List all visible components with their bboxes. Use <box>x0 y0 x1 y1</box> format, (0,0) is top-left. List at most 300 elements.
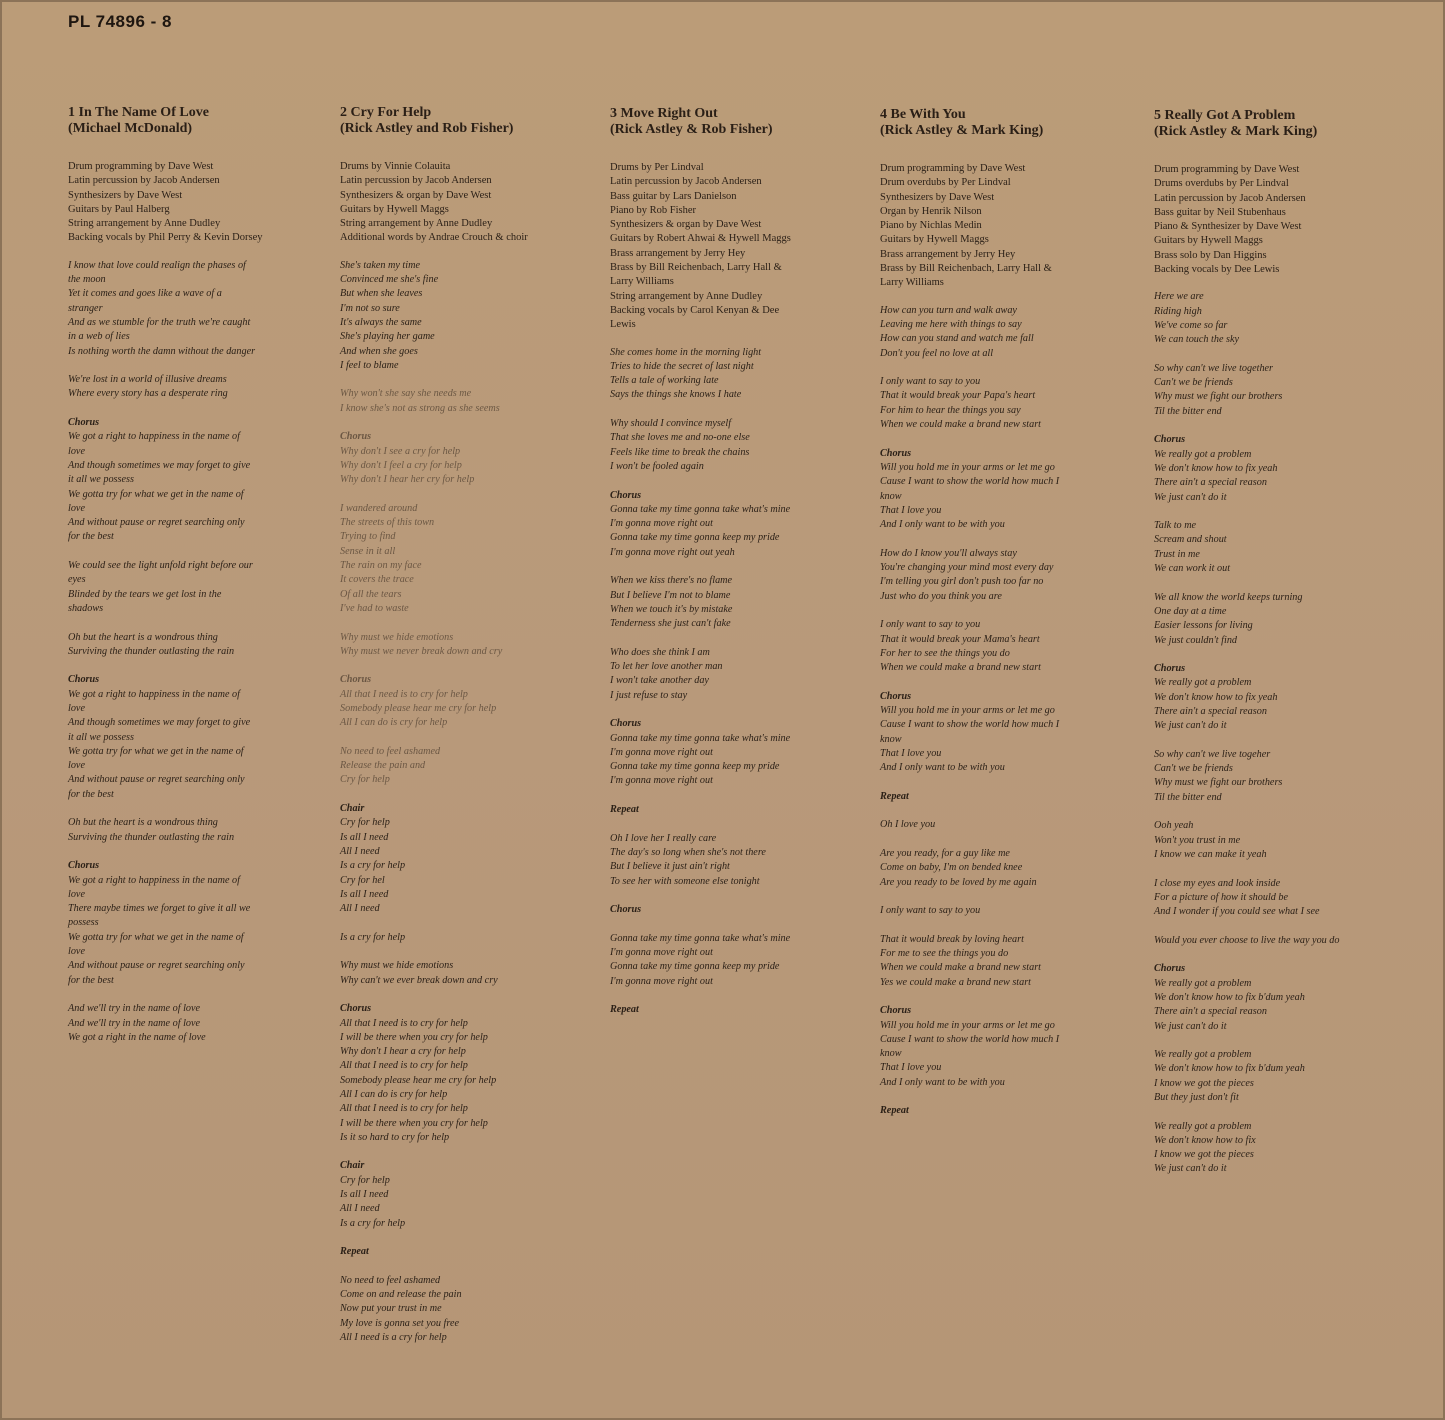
lyric-line: And without pause or regret searching only <box>68 517 245 529</box>
lyric-line: I know we got the pieces <box>1154 1149 1254 1161</box>
lyric-line: I close my eyes and look inside <box>1154 877 1281 889</box>
lyric-line: I'm gonna move right out <box>610 947 713 959</box>
lyric-line: My love is gonna set you free <box>340 1317 460 1329</box>
credit-line: Lewis <box>610 319 636 331</box>
lyric-line: Oh but the heart is a wondrous thing <box>68 817 218 829</box>
lyric-line: Leaving me here with things to say <box>880 318 1022 330</box>
lyric-line: So why can't we live togeher <box>1154 748 1271 760</box>
lyric-line: But I believe it just ain't right <box>610 861 730 873</box>
song-credits <box>68 160 333 246</box>
song-writers: (Michael McDonald) <box>68 121 193 136</box>
lyric-line: There ain't a special reason <box>1154 1006 1267 1018</box>
credit-line: Drum programming by Dave West <box>68 161 214 172</box>
lyric-line: And we'll try in the name of love <box>68 1003 201 1015</box>
stanza-label: Chorus <box>880 1005 912 1017</box>
lyric-line: When we could make a brand new start <box>880 962 1041 974</box>
lyric-line: Blinded by the tears we get lost in the <box>68 588 222 600</box>
lyric-line: We don't know how to fix <box>1154 1134 1256 1146</box>
stanza <box>68 631 333 660</box>
stanza <box>880 933 1145 990</box>
stanza <box>340 1245 605 1259</box>
lyric-line: Til the bitter end <box>1154 405 1222 417</box>
lyric-line: All I can do is cry for help <box>340 717 448 729</box>
song-credits <box>610 161 875 333</box>
stanza <box>880 1004 1145 1090</box>
stanza <box>1154 1048 1384 1105</box>
lyric-line: We don't know how to fix yeah <box>1154 691 1278 703</box>
lyric-line: So why can't we live together <box>1154 362 1274 374</box>
lyric-line: We just can't do it <box>1154 720 1227 732</box>
lyric-line: Why must we hide emotions <box>340 631 454 643</box>
lyric-line: stranger <box>68 302 103 314</box>
credit-line: Drum programming by Dave West <box>880 163 1026 174</box>
lyric-line: I've had to waste <box>340 602 409 614</box>
lyric-line: Come on and release the pain <box>340 1289 462 1301</box>
stanza <box>1154 433 1384 504</box>
lyric-line: Can't we be friends <box>1154 763 1233 775</box>
song-lyrics <box>68 259 333 1045</box>
stanza <box>610 489 875 560</box>
lyric-line: She's playing her game <box>340 331 435 343</box>
stanza <box>1154 290 1384 347</box>
lyric-line: Why don't I hear a cry for help <box>340 1046 466 1058</box>
stanza <box>340 430 605 487</box>
lyric-line: Is a cry for help <box>340 860 406 872</box>
lyric-line: Why must we fight our brothers <box>1154 777 1283 789</box>
lyric-line: We gotta try for what we get in the name of <box>68 488 244 500</box>
lyric-line: All that I need is to cry for help <box>340 1060 468 1072</box>
lyric-line: We really got a problem <box>1154 977 1252 989</box>
credit-line: Drums by Vinnie Colauita <box>340 161 451 172</box>
lyric-line: Somebody please hear me cry for help <box>340 702 497 714</box>
lyric-line: the moon <box>68 274 106 286</box>
stanza-label: Chorus <box>68 674 100 686</box>
lyric-line: All I can do is cry for help <box>340 1089 448 1100</box>
lyric-line: We just can't do it <box>1154 1020 1227 1032</box>
lyric-line: There ain't a special reason <box>1154 705 1267 717</box>
lyric-line: love <box>68 445 85 457</box>
lyric-line: Sense in it all <box>340 545 396 557</box>
stanza <box>340 959 605 988</box>
stanza <box>880 690 1145 776</box>
lyric-line: Are you ready to be loved by me again <box>880 876 1037 888</box>
song-writers: (Rick Astley and Rob Fisher) <box>340 121 514 136</box>
lyric-line: for the best <box>68 974 114 986</box>
lyric-line: Cause I want to show the world how much I <box>880 719 1060 731</box>
lyric-line: Will you hold me in your arms or let me go <box>880 461 1055 473</box>
song-lyrics <box>610 346 875 1018</box>
stanza-label: Chorus <box>340 674 372 686</box>
lyric-line: For her to see the things you do <box>880 647 1010 659</box>
stanza <box>880 790 1145 804</box>
song-title: 4 Be With You <box>880 107 966 122</box>
lyric-line: love <box>68 702 85 714</box>
lyric-line: Why should I convince myself <box>610 418 732 430</box>
stanza-label: Chorus <box>880 447 912 459</box>
credit-line: Guitars by Paul Halberg <box>68 203 170 215</box>
lyric-line: Is a cry for help <box>340 931 406 943</box>
lyric-line: Says the things she knows I hate <box>610 389 742 401</box>
credit-line: Brass solo by Dan Higgins <box>1154 249 1267 261</box>
lyric-line: It covers the trace <box>340 574 414 586</box>
lyric-line: Yes we could make a brand new start <box>880 976 1032 988</box>
lyric-line: How do I know you'll always stay <box>880 547 1017 559</box>
lyric-line: Gonna take my time gonna keep my pride <box>610 761 780 773</box>
lyric-line: How can you turn and walk away <box>880 304 1017 316</box>
lyric-line: I won't take another day <box>610 675 709 687</box>
lyric-line: Riding high <box>1154 305 1202 317</box>
lyric-line: Why don't I see a cry for help <box>340 445 461 457</box>
lyric-line: Cause I want to show the world how much I <box>880 476 1060 488</box>
credit-line: Latin percussion by Jacob Andersen <box>68 175 220 187</box>
lyric-line: I will be there when you cry for help <box>340 1031 488 1043</box>
lyric-line: Gonna take my time gonna take what's mine <box>610 503 791 515</box>
lyric-line: All I need <box>340 845 380 857</box>
credit-line: Drum overdubs by Per Lindval <box>880 177 1011 189</box>
stanza <box>610 932 875 989</box>
lyric-line: Cry for hel <box>340 874 385 886</box>
credit-line: Backing vocals by Carol Kenyan & Dee <box>610 304 780 316</box>
lyric-line: Is all I need <box>340 888 389 900</box>
stanza <box>340 259 605 373</box>
lyric-line: Is it so hard to cry for help <box>340 1131 450 1143</box>
lyric-line: Ooh yeah <box>1154 820 1194 832</box>
lyric-line: We don't know how to fix yeah <box>1154 462 1278 474</box>
stanza <box>880 818 1145 832</box>
stanza <box>610 574 875 631</box>
stanza <box>1154 819 1384 862</box>
lyric-line: Trust in me <box>1154 548 1200 560</box>
lyric-line: We all know the world keeps turning <box>1154 591 1303 603</box>
lyric-line: Will you hold me in your arms or let me go <box>880 704 1055 716</box>
stanza <box>880 847 1145 890</box>
lyric-line: She comes home in the morning light <box>610 346 762 358</box>
stanza <box>880 618 1145 675</box>
lyric-line: But when she leaves <box>340 288 423 300</box>
credit-line: Larry Williams <box>610 276 674 288</box>
stanza-label: Chair <box>340 1160 365 1172</box>
lyric-line: We really got a problem <box>1154 677 1252 689</box>
lyric-line: How can you stand and watch me fall <box>880 333 1034 345</box>
lyric-line: And without pause or regret searching only <box>68 774 245 786</box>
lyric-line: Oh I love you <box>880 819 936 831</box>
lyric-line: We really got a problem <box>1154 448 1252 460</box>
stanza <box>340 387 605 416</box>
credit-line: Additional words by Andrae Crouch & choir <box>340 232 528 244</box>
lyric-line: Trying to find <box>340 531 396 543</box>
stanza-label: Chorus <box>610 718 642 730</box>
lyric-line: There ain't a special reason <box>1154 477 1267 489</box>
lyric-line: Convinced me she's fine <box>340 274 439 286</box>
stanza <box>610 1003 875 1017</box>
lyric-line: We can work it out <box>1154 563 1231 575</box>
stanza <box>880 547 1145 604</box>
lyric-line: I know we can make it yeah <box>1154 848 1267 860</box>
song-title: 2 Cry For Help <box>340 105 432 120</box>
lyric-line: I wandered around <box>340 502 418 514</box>
song-lyrics <box>1154 290 1384 1176</box>
lyric-line: Talk to me <box>1154 520 1197 532</box>
credit-line: Backing vocals by Phil Perry & Kevin Dorsey <box>68 232 263 244</box>
song-column-5 <box>1154 108 1384 1191</box>
lyric-line: We've come so far <box>1154 319 1228 331</box>
credit-line: Synthesizers & organ by Dave West <box>610 219 762 231</box>
lyric-line: Is nothing worth the damn without the danger <box>68 345 256 357</box>
lyric-line: That I love you <box>880 504 942 516</box>
lyric-line: To see her with someone else tonight <box>610 875 760 887</box>
lyric-line: Are you ready, for a guy like me <box>880 847 1010 859</box>
stanza <box>880 904 1145 918</box>
credit-line: String arrangement by Anne Dudley <box>68 218 221 230</box>
lyric-line: When we kiss there's no flame <box>610 575 733 587</box>
stanza <box>1154 1120 1384 1177</box>
credit-line: Bass guitar by Lars Danielson <box>610 190 737 202</box>
lyric-line: Will you hold me in your arms or let me go <box>880 1019 1055 1031</box>
stanza <box>68 673 333 802</box>
song-column-3 <box>610 106 875 1032</box>
stanza-label: Chorus <box>340 431 372 443</box>
stanza <box>1154 748 1384 805</box>
stanza <box>1154 519 1384 576</box>
lyric-line: And though sometimes we may forget to give <box>68 459 251 471</box>
song-lyrics <box>340 259 605 1346</box>
stanza-label: Chorus <box>340 1003 372 1015</box>
lyric-line: That I love you <box>880 1062 942 1074</box>
lyric-line: I feel to blame <box>340 359 399 371</box>
catalog-number: PL 74896 - 8 <box>68 12 172 31</box>
lyric-line: I will be there when you cry for help <box>340 1117 488 1129</box>
lyric-line: Is all I need <box>340 1189 389 1201</box>
stanza <box>880 304 1145 361</box>
lyric-line: Oh I love her I really care <box>610 832 717 844</box>
credit-line: Brass by Bill Reichenbach, Larry Hall & <box>880 263 1052 275</box>
lyric-line: The day's so long when she's not there <box>610 846 766 858</box>
stanza <box>1154 934 1384 948</box>
credit-line: Synthesizers by Dave West <box>880 191 995 203</box>
lyric-line: I'm gonna move right out <box>610 975 713 987</box>
lyric-line: I'm gonna move right out <box>610 775 713 787</box>
stanza-label: Repeat <box>880 1105 909 1117</box>
lyric-line: I just refuse to stay <box>610 689 688 701</box>
lyric-line: It's always the same <box>340 316 422 328</box>
lyric-line: We gotta try for what we get in the name of <box>68 745 244 757</box>
lyric-line: All I need <box>340 903 380 915</box>
lyric-line: Now put your trust in me <box>340 1303 442 1315</box>
lyric-line: And though sometimes we may forget to give <box>68 717 251 729</box>
song-lyrics <box>880 304 1145 1119</box>
lyric-line: in a web of lies <box>68 331 130 343</box>
stanza <box>880 447 1145 533</box>
lyric-line: All I need is a cry for help <box>340 1332 447 1344</box>
lyric-line: know <box>880 733 902 745</box>
stanza-label: Repeat <box>340 1246 369 1258</box>
credit-line: Piano by Rob Fisher <box>610 204 697 216</box>
song-credits <box>880 162 1145 291</box>
stanza <box>68 259 333 359</box>
credit-line: Latin percussion by Jacob Andersen <box>1154 192 1306 204</box>
stanza <box>340 1159 605 1230</box>
lyric-line: love <box>68 760 85 772</box>
lyric-line: Somebody please hear me cry for help <box>340 1074 497 1086</box>
stanza <box>880 1104 1145 1118</box>
lyric-line: And I wonder if you could see what I see <box>1154 906 1320 918</box>
lyric-line: All that I need is to cry for help <box>340 1017 468 1029</box>
lyric-line: We don't know how to fix b'dum yeah <box>1154 1063 1305 1075</box>
lyric-line: We gotta try for what we get in the name of <box>68 931 244 943</box>
lyric-line: I'm gonna move right out <box>610 746 713 758</box>
lyric-line: That it would break by loving heart <box>880 933 1024 945</box>
lyric-line: love <box>68 888 85 900</box>
stanza-label: Chorus <box>610 904 642 916</box>
stanza <box>68 1002 333 1045</box>
lyric-line: Gonna take my time gonna take what's mine <box>610 732 791 744</box>
lyric-line: Gonna take my time gonna keep my pride <box>610 532 780 544</box>
lyric-line: But they just don't fit <box>1154 1092 1239 1103</box>
credit-line: String arrangement by Anne Dudley <box>610 290 763 302</box>
credit-line: Brass by Bill Reichenbach, Larry Hall & <box>610 262 782 274</box>
lyric-line: Don't you feel no love at all <box>880 347 994 359</box>
lyric-line: And when she goes <box>340 345 418 357</box>
lyric-line: That it would break your Papa's heart <box>880 390 1036 402</box>
lyric-line: All I need <box>340 1203 380 1215</box>
song-credits <box>340 160 605 246</box>
lyric-line: I'm gonna move right out <box>610 518 713 530</box>
lyric-line: But I believe I'm not to blame <box>610 589 731 601</box>
lyric-line: We can touch the sky <box>1154 334 1240 346</box>
lyric-line: No need to feel ashamed <box>340 745 441 757</box>
lyric-line: know <box>880 490 902 502</box>
lyric-line: And I only want to be with you <box>880 519 1005 531</box>
lyric-line: for the best <box>68 531 114 543</box>
lyric-line: We really got a problem <box>1154 1049 1252 1061</box>
lyric-line: For him to hear the things you say <box>880 404 1021 416</box>
lyric-line: And I only want to be with you <box>880 1076 1005 1088</box>
stanza <box>1154 362 1384 419</box>
credit-line: Guitars by Robert Ahwai & Hywell Maggs <box>610 233 791 245</box>
stanza <box>340 931 605 945</box>
lyric-line: Oh but the heart is a wondrous thing <box>68 631 218 643</box>
lyric-line: I'm gonna move right out yeah <box>610 546 735 558</box>
lyric-line: You're changing your mind most every day <box>880 562 1054 574</box>
lyric-line: All that I need is to cry for help <box>340 688 468 700</box>
lyric-line: We just couldn't find <box>1154 634 1238 646</box>
credit-line: Synthesizers by Dave West <box>68 189 183 201</box>
song-writers: (Rick Astley & Mark King) <box>880 123 1044 138</box>
lyric-line: One day at a time <box>1154 605 1227 617</box>
lyric-line: For a picture of how it should be <box>1154 891 1289 903</box>
lyric-line: Cry for help <box>340 1174 390 1186</box>
stanza <box>610 717 875 788</box>
stanza <box>340 802 605 916</box>
lyric-line: The streets of this town <box>340 517 435 529</box>
lyric-line: Easier lessons for living <box>1154 620 1253 632</box>
credit-line: Bass guitar by Neil Stubenhaus <box>1154 206 1286 218</box>
lyric-line: And we'll try in the name of love <box>68 1017 201 1029</box>
stanza-label: Repeat <box>610 804 639 816</box>
lyric-line: Scream and shout <box>1154 534 1227 546</box>
stanza <box>68 816 333 845</box>
song-writers: (Rick Astley & Rob Fisher) <box>610 122 773 137</box>
lyric-line: That I love you <box>880 747 942 759</box>
lyric-line: know <box>880 1048 902 1060</box>
credit-line: Piano by Nichlas Medin <box>880 220 982 232</box>
lyric-line: I know that love could realign the phases of <box>68 259 246 271</box>
song-column-1 <box>68 105 333 1059</box>
lyric-line: Cry for help <box>340 817 390 829</box>
stanza <box>610 646 875 703</box>
stanza-label: Chorus <box>68 417 100 429</box>
stanza-label: Repeat <box>880 790 909 802</box>
lyric-line: Here we are <box>1154 291 1204 303</box>
stanza <box>610 417 875 474</box>
lyric-line: Why don't I feel a cry for help <box>340 459 462 471</box>
stanza <box>340 673 605 730</box>
song-column-2 <box>340 105 605 1360</box>
credit-line: Brass arrangement by Jerry Hey <box>610 247 746 259</box>
lyric-line: Why can't we ever break down and cry <box>340 974 498 986</box>
stanza <box>880 375 1145 432</box>
lyric-line: She's taken my time <box>340 259 420 271</box>
stanza-label: Chair <box>340 803 365 815</box>
song-title: 1 In The Name Of Love <box>68 105 209 120</box>
lyric-line: Of all the tears <box>340 588 402 600</box>
lyric-line: I won't be fooled again <box>610 460 704 472</box>
lyric-line: Cry for help <box>340 774 390 786</box>
lyric-line: We're lost in a world of illusive dreams <box>68 374 227 386</box>
lyric-line: Tries to hide the secret of last night <box>610 360 754 372</box>
stanza <box>1154 877 1384 920</box>
lyric-line: We just can't do it <box>1154 491 1227 503</box>
lyric-line: That it would break your Mama's heart <box>880 633 1040 645</box>
lyric-line: Why must we hide emotions <box>340 960 454 972</box>
lyric-line: We really got a problem <box>1154 1120 1252 1132</box>
credit-line: Larry Williams <box>880 277 944 289</box>
lyric-line: Would you ever choose to live the way you do <box>1154 934 1340 946</box>
stanza <box>610 832 875 889</box>
stanza <box>1154 962 1384 1033</box>
song-writers: (Rick Astley & Mark King) <box>1154 124 1318 139</box>
stanza-label: Chorus <box>880 690 912 702</box>
lyric-line: To let her love another man <box>610 661 723 673</box>
credit-line: Piano & Synthesizer by Dave West <box>1154 221 1302 233</box>
song-column-4 <box>880 107 1145 1133</box>
stanza <box>610 803 875 817</box>
lyric-line: Til the bitter end <box>1154 791 1222 803</box>
stanza-label: Chorus <box>68 860 100 872</box>
credit-line: String arrangement by Anne Dudley <box>340 218 493 230</box>
lyric-line: it all we possess <box>68 474 134 486</box>
lyric-line: I only want to say to you <box>880 376 981 388</box>
stanza <box>340 631 605 660</box>
lyric-line: Tells a tale of working late <box>610 375 719 387</box>
lyric-line: it all we possess <box>68 731 134 743</box>
lyric-line: There maybe times we forget to give it all we <box>68 903 251 915</box>
lyric-line: We got a right in the name of love <box>68 1031 206 1043</box>
lyric-line: I only want to say to you <box>880 619 981 631</box>
credit-line: Drum programming by Dave West <box>1154 164 1300 175</box>
lyric-line: When we could make a brand new start <box>880 662 1041 674</box>
credit-line: Synthesizers & organ by Dave West <box>340 189 492 201</box>
lyric-line: Why won't she say she needs me <box>340 388 472 400</box>
stanza <box>1154 591 1384 648</box>
lyric-line: That she loves me and no-one else <box>610 432 750 444</box>
lyric-line: love <box>68 946 85 958</box>
lyric-line: Why must we fight our brothers <box>1154 391 1283 403</box>
lyric-line: Is a cry for help <box>340 1217 406 1229</box>
stanza <box>610 346 875 403</box>
credit-line: Latin percussion by Jacob Andersen <box>340 175 492 187</box>
lyric-line: Gonna take my time gonna keep my pride <box>610 961 780 973</box>
